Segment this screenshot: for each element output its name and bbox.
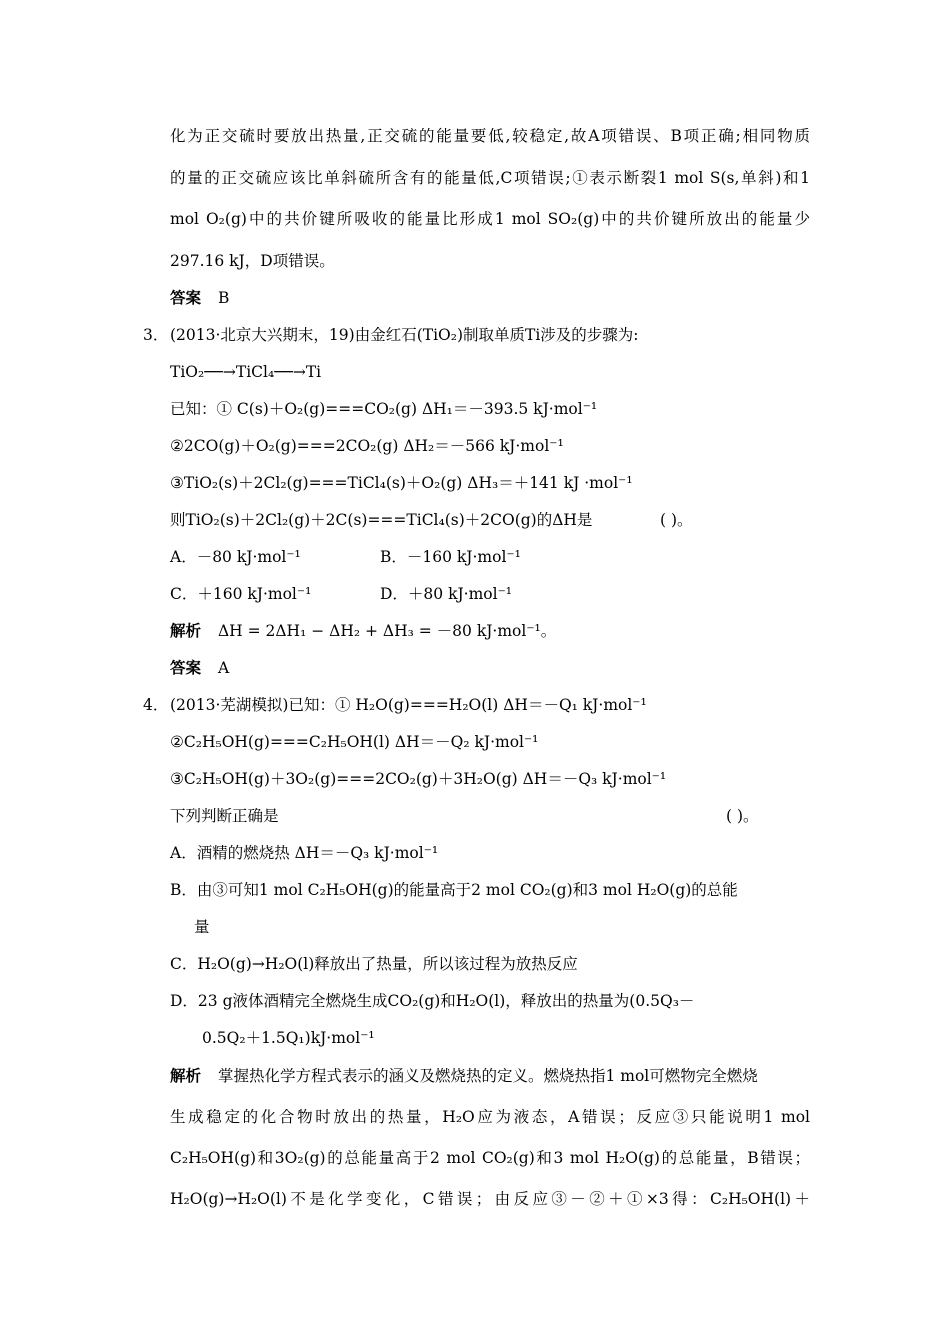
analysis-text: H₂O(g)→H₂O(l)不是化学变化，C错误；由反应③－②＋①×3得：C₂H₅OH(l)＋	[170, 1190, 810, 1208]
analysis-label: 解析	[170, 1066, 202, 1085]
text-line: mol O₂(g)中的共价键所吸收的能量比形成1 mol SO₂(g)中的共价键所放出的能量少	[170, 210, 810, 228]
option-d: D．23 g液体酒精完全燃烧生成CO₂(g)和H₂O(l)，释放出的热量为(0.5Q₃－	[170, 992, 695, 1010]
known-equation-1: 已知：① C(s)＋O₂(g)===CO₂(g) ΔH₁＝－393.5 kJ·mol⁻¹	[170, 400, 598, 418]
option-b-continued: 量	[194, 918, 210, 936]
answer-parenthesis: ( )。	[660, 511, 693, 529]
analysis-text: ΔH = 2ΔH₁ − ΔH₂ + ΔH₃ = －80 kJ·mol⁻¹。	[217, 622, 557, 640]
answer-label: 答案	[170, 288, 202, 307]
question-stem: (2013·芜湖模拟)已知：① H₂O(g)===H₂O(l) ΔH＝－Q₁ kJ·mol⁻¹	[170, 696, 647, 714]
text-line: 297.16 kJ，D项错误。	[170, 252, 335, 270]
question-ask: 下列判断正确是	[170, 807, 279, 825]
answer-label: 答案	[170, 658, 202, 677]
analysis-label: 解析	[170, 621, 202, 640]
question-stem: (2013·北京大兴期末，19)由金红石(TiO₂)制取单质Ti涉及的步骤为:	[170, 326, 639, 344]
option-d-continued: 0.5Q₂＋1.5Q₁)kJ·mol⁻¹	[202, 1029, 375, 1047]
text-line: 的量的正交硫应该比单斜硫所含有的能量低,C项错误;①表示断裂1 mol S(s,单斜)和1	[170, 169, 810, 187]
option-c: C．H₂O(g)→H₂O(l)释放出了热量，所以该过程为放热反应	[170, 955, 578, 973]
option-d: D．＋80 kJ·mol⁻¹	[380, 585, 512, 603]
known-equation-3: ③C₂H₅OH(g)＋3O₂(g)===2CO₂(g)＋3H₂O(g) ΔH＝－Q₃ kJ·mol⁻¹	[170, 770, 667, 788]
question-ask: 则TiO₂(s)＋2Cl₂(g)＋2C(s)===TiCl₄(s)＋2CO(g)的ΔH是	[170, 511, 593, 529]
question-number: 4．	[143, 696, 169, 714]
known-equation-2: ②2CO(g)＋O₂(g)===2CO₂(g) ΔH₂＝－566 kJ·mol⁻¹	[170, 437, 564, 455]
option-b: B．－160 kJ·mol⁻¹	[380, 548, 521, 566]
option-a: A．酒精的燃烧热 ΔH＝－Q₃ kJ·mol⁻¹	[170, 844, 439, 862]
option-a: A．－80 kJ·mol⁻¹	[170, 548, 301, 566]
answer-row	[170, 658, 810, 678]
known-equation-3: ③TiO₂(s)＋2Cl₂(g)===TiCl₄(s)＋O₂(g) ΔH₃＝＋141 kJ ·mol⁻¹	[170, 474, 633, 492]
analysis-text: 掌握热化学方程式表示的涵义及燃烧热的定义。燃烧热指1 mol可燃物完全燃烧	[217, 1067, 758, 1085]
option-b: B．由③可知1 mol C₂H₅OH(g)的能量高于2 mol CO₂(g)和3 mol H₂O(g)的总能	[170, 881, 738, 899]
answer-row	[170, 288, 810, 308]
analysis-text: C₂H₅OH(g)和3O₂(g)的总能量高于2 mol CO₂(g)和3 mol H₂O(g)的总能量，B错误；	[170, 1149, 810, 1167]
text-line: 化为正交硫时要放出热量,正交硫的能量要低,较稳定,故A项错误、B项正确;相同物质	[170, 127, 810, 145]
option-c: C．＋160 kJ·mol⁻¹	[170, 585, 312, 603]
reaction-chain: TiO₂──→TiCl₄──→Ti	[170, 363, 322, 381]
analysis-text: 生成稳定的化合物时放出的热量，H₂O应为液态，A错误；反应③只能说明1 mol	[170, 1108, 810, 1126]
answer-value: A	[217, 659, 230, 677]
answer-parenthesis: ( )。	[726, 807, 759, 825]
analysis-row	[170, 621, 810, 641]
answer-value: B	[217, 289, 230, 307]
question-number: 3．	[143, 326, 169, 344]
known-equation-2: ②C₂H₅OH(g)===C₂H₅OH(l) ΔH＝－Q₂ kJ·mol⁻¹	[170, 733, 539, 751]
analysis-row	[170, 1066, 810, 1086]
